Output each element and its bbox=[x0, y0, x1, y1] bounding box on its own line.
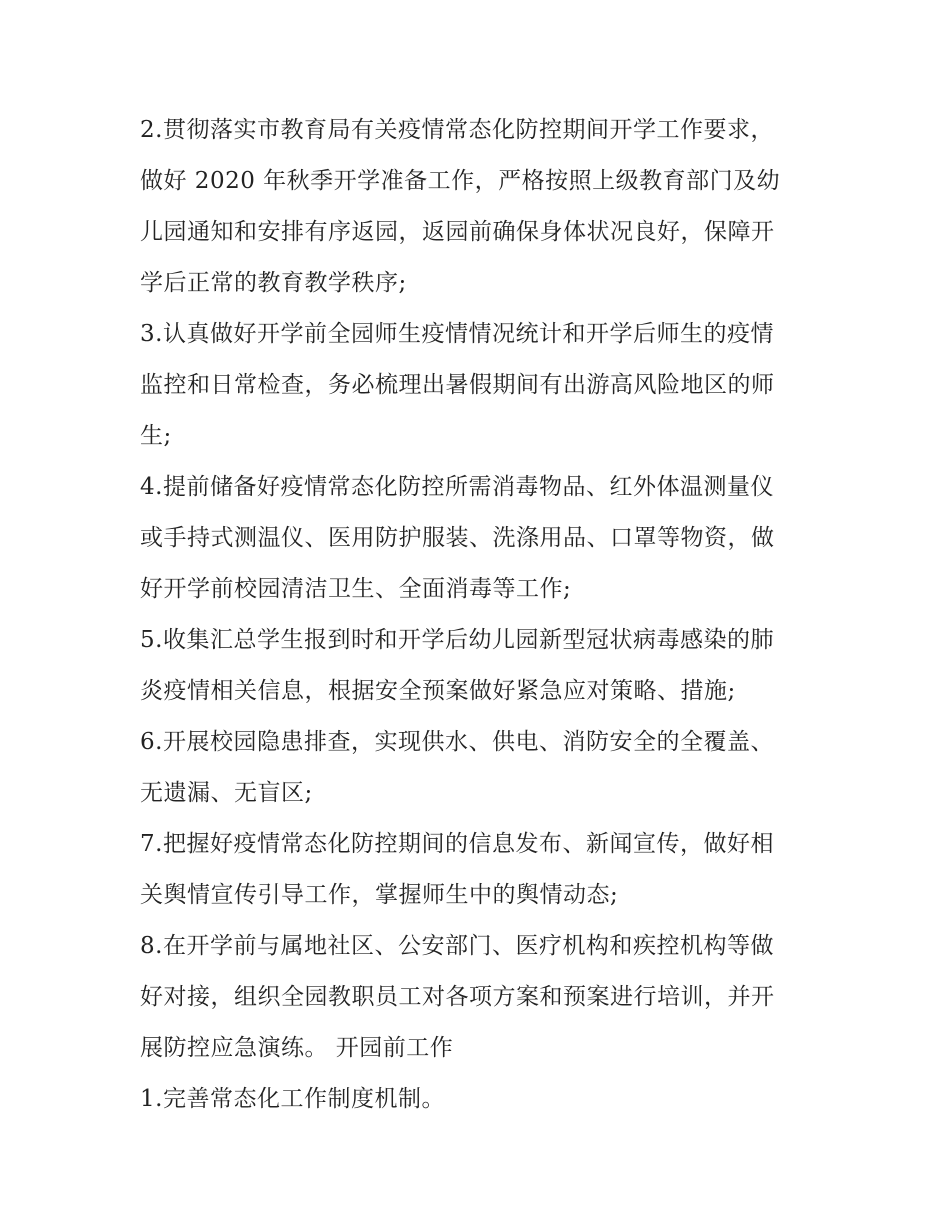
text-line: 8.在开学前与属地社区、公安部门、医疗机构和疾控机构等做 bbox=[140, 933, 774, 959]
text-line: 好开学前校园清洁卫生、全面消毒等工作; bbox=[140, 576, 572, 602]
text-line: 做好 2020 年秋季开学准备工作，严格按照上级教育部门及幼 bbox=[140, 168, 781, 194]
text-line: 4.提前储备好疫情常态化防控所需消毒物品、红外体温测量仪 bbox=[140, 474, 774, 500]
text-line: 无遗漏、无盲区; bbox=[140, 780, 313, 806]
text-line: 7.把握好疫情常态化防控期间的信息发布、新闻宣传，做好相 bbox=[140, 831, 774, 857]
text-line: 展防控应急演练。 开园前工作 bbox=[140, 1035, 454, 1061]
text-line: 生; bbox=[140, 423, 172, 449]
text-line: 或手持式测温仪、医用防护服装、洗涤用品、口罩等物资，做 bbox=[140, 525, 775, 551]
text-line: 5.收集汇总学生报到时和开学后幼儿园新型冠状病毒感染的肺 bbox=[140, 627, 774, 653]
text-line: 1.完善常态化工作制度机制。 bbox=[140, 1086, 445, 1112]
text-line: 好对接，组织全园教职员工对各项方案和预案进行培训，并开 bbox=[140, 984, 775, 1010]
text-line: 监控和日常检查，务必梳理出暑假期间有出游高风险地区的师 bbox=[140, 372, 775, 398]
text-line: 3.认真做好开学前全园师生疫情情况统计和开学后师生的疫情 bbox=[140, 321, 774, 347]
text-line: 关舆情宣传引导工作，掌握师生中的舆情动态; bbox=[140, 882, 619, 908]
text-line: 6.开展校园隐患排查，实现供水、供电、消防安全的全覆盖、 bbox=[140, 729, 774, 755]
document-body bbox=[140, 105, 820, 1125]
text-line: 炎疫情相关信息，根据安全预案做好紧急应对策略、措施; bbox=[140, 678, 736, 704]
text-line: 儿园通知和安排有序返园，返园前确保身体状况良好，保障开 bbox=[140, 219, 775, 245]
text-line: 2.贯彻落实市教育局有关疫情常态化防控期间开学工作要求， bbox=[140, 117, 774, 143]
text-line: 学后正常的教育教学秩序; bbox=[140, 270, 407, 296]
